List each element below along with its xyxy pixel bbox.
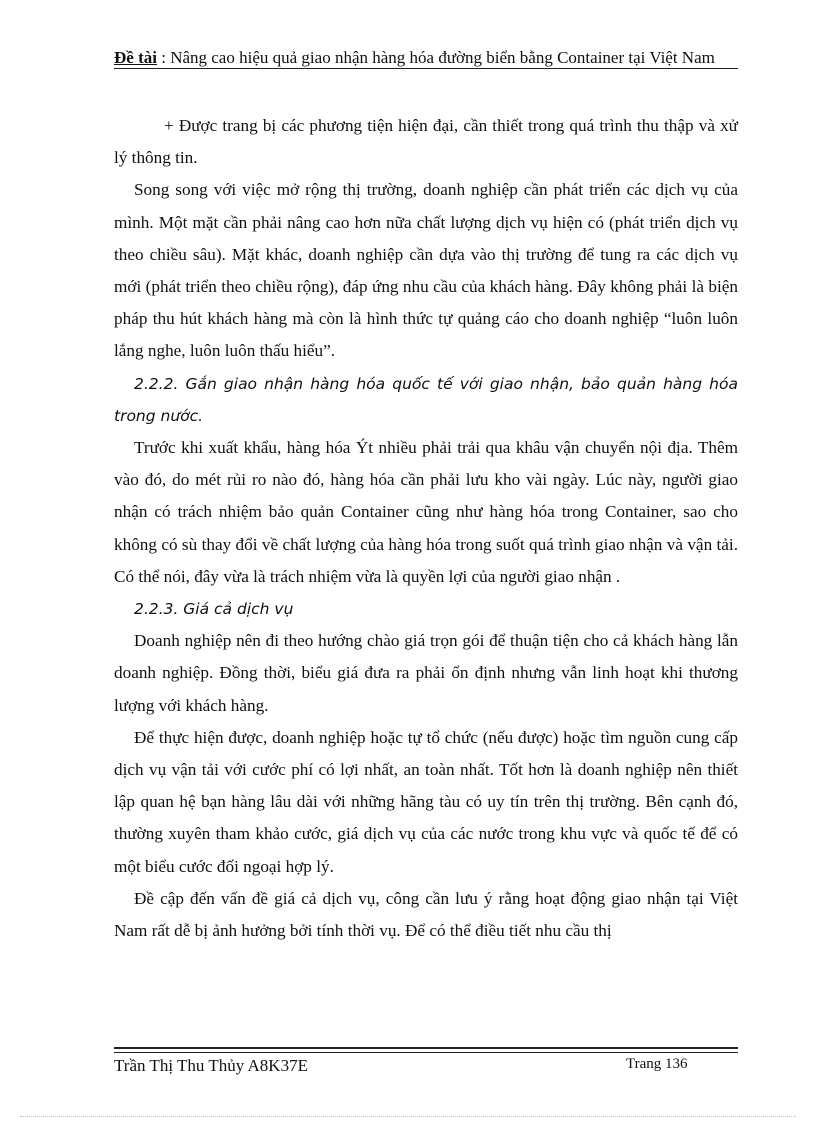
section-heading: 2.2.2. Gắn giao nhận hàng hóa quốc tế với giao nhận, bảo quản hàng hóa trong nước.: [114, 374, 738, 425]
page-edge: [20, 1116, 796, 1117]
header-title: : Nâng cao hiệu quả giao nhận hàng hóa đường biển bằng Container tại Việt Nam: [156, 48, 715, 67]
page-number: Trang 136: [626, 1056, 688, 1072]
body-paragraph: Doanh nghiệp nên đi theo hướng chào giá trọn gói để thuận tiện cho cả khách hàng lẫn doanh nghiệp. Đồng thời, biểu giá đưa ra phải ổn định nhưng vẫn linh hoạt khi thương lượng với khách hàng.: [114, 631, 738, 715]
body-paragraph: Để thực hiện được, doanh nghiệp hoặc tự tổ chức (nếu được) hoặc tìm nguồn cung cấp dịch vụ vận tải với cước phí có lợi nhất, an toàn nhất. Tốt hơn là doanh nghiệp nên thiết lập quan hệ bạn hàng lâu dài với những hãng tàu có uy tín trên thị trường. Bên cạnh đó, thường xuyên tham khảo cước, giá dịch vụ của các nước trong khu vực và quốc tế để có một biểu cước đối ngoại hợp lý.: [114, 727, 738, 876]
footer-divider-thin: [114, 1052, 738, 1053]
footer-author: Trần Thị Thu Thủy A8K37E: [114, 1056, 308, 1075]
page-header: [114, 48, 738, 68]
body-paragraph: Trước khi xuất khẩu, hàng hóa Ýt nhiều phải trải qua khâu vận chuyển nội địa. Thêm vào đó, do mét rủi ro nào đó, hàng hóa cần phải lưu kho vài ngày. Lúc này, người giao nhận có trách nhiệm bảo quản Container cũng như hàng hóa trong Container, sao cho không có sù thay đổi về chất lượng của hàng hóa trong suốt quá trình giao nhận và vận tải. Có thể nói, đây vừa là trách nhiệm vừa là quyền lợi của người giao nhận .: [114, 438, 738, 586]
section-heading: 2.2.3. Giá cả dịch vụ: [134, 600, 294, 619]
footer-divider: [114, 1047, 738, 1049]
body-paragraph: Đề cập đến vấn đề giá cả dịch vụ, công cần lưu ý rằng hoạt động giao nhận tại Việt Nam rất dễ bị ảnh hưởng bởi tính thời vụ. Để có thể điều tiết nhu cầu thị: [114, 888, 738, 941]
body-paragraph: + Được trang bị các phương tiện hiện đại, cần thiết trong quá trình thu thập và xử lý thông tin.: [114, 116, 738, 168]
header-label: Đề tài: [114, 48, 157, 67]
document-body: [114, 110, 738, 947]
header-divider: [114, 68, 738, 69]
body-paragraph: Song song với việc mở rộng thị trường, doanh nghiệp cần phát triển các dịch vụ của mình. Một mặt cần phải nâng cao hơn nữa chất lượng dịch vụ hiện có (phát triển dịch vụ theo chiều sâu). Mặt khác, doanh nghiệp cần dựa vào thị trường để tung ra các dịch vụ mới (phát triển theo chiều rộng), đáp ứng nhu cầu của khách hàng. Đây không phải là biện pháp thu hút khách hàng mà còn là hình thức tự quảng cáo cho doanh nghiệp “luôn luôn lắng nghe, luôn luôn thấu hiểu”.: [114, 180, 738, 361]
